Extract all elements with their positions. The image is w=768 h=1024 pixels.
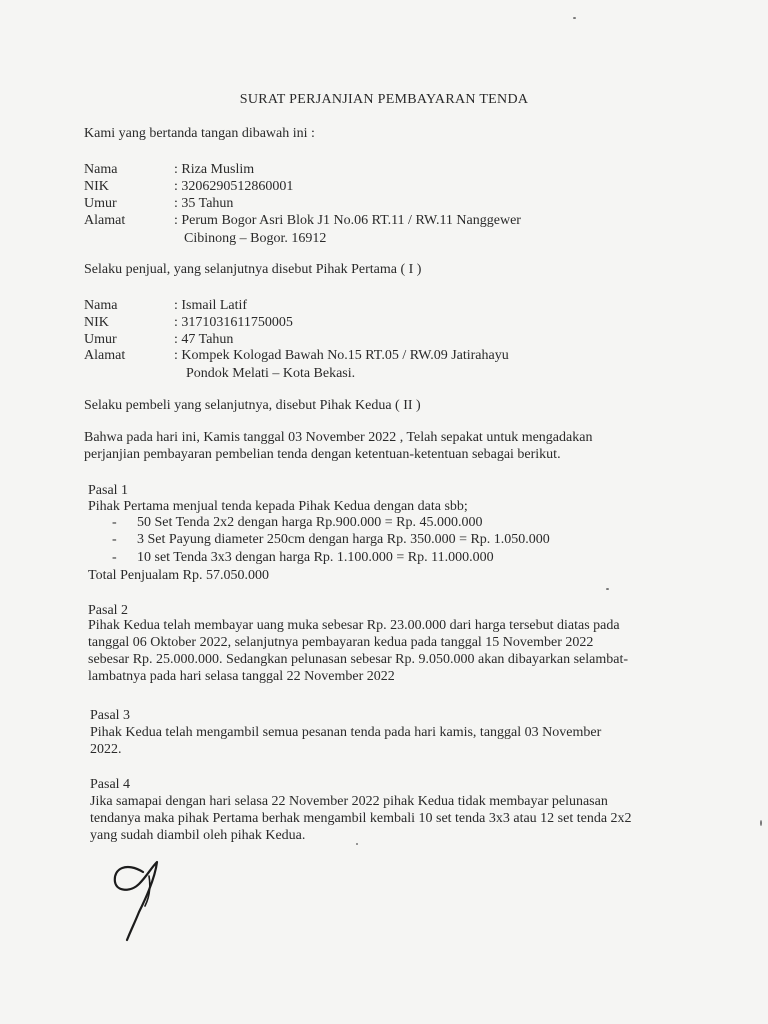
bullet-dash: -: [112, 550, 117, 565]
document-title: SURAT PERJANJIAN PEMBAYARAN TENDA: [239, 92, 529, 107]
party1-address-cont: Cibinong – Bogor. 16912: [184, 231, 327, 246]
pasal2-line: Pihak Kedua telah membayar uang muka sebesar Rp. 23.00.000 dari harga tersebut diatas pada: [88, 618, 620, 633]
party2-address-cont: Pondok Melati – Kota Bekasi.: [186, 366, 356, 381]
intro-text: Kami yang bertanda tangan dibawah ini :: [84, 126, 315, 141]
field-label: Alamat: [84, 213, 126, 228]
list-item-text: 3 Set Payung diameter 250cm dengan harga Rp. 350.000 = Rp. 1.050.000: [137, 532, 550, 547]
pasal4-line: Jika samapai dengan hari selasa 22 November 2022 pihak Kedua tidak membayar pelunasan: [90, 794, 608, 809]
pasal3-line: 2022.: [90, 742, 122, 757]
pasal4-line: tendanya maka pihak Pertama berhak mengambil kembali 10 set tenda 3x3 atau 12 set tenda 2x2: [90, 811, 632, 826]
field-label: Nama: [84, 298, 118, 313]
signature: [105, 858, 195, 948]
field-value: : Kompek Kologad Bawah No.15 RT.05 / RW.09 Jatirahayu: [174, 348, 509, 363]
pasal2-line: sebesar Rp. 25.000.000. Sedangkan pelunasan sebesar Rp. 9.050.000 akan dibayarkan selambat-: [88, 652, 629, 667]
pasal1-heading: Pasal 1: [88, 483, 129, 498]
scan-speck: [356, 843, 358, 845]
pasal3-line: Pihak Kedua telah mengambil semua pesanan tenda pada hari kamis, tanggal 03 November: [90, 725, 602, 740]
scan-speck: [573, 17, 576, 19]
pasal2-line: lambatnya pada hari selasa tanggal 22 November 2022: [88, 669, 395, 684]
bullet-dash: -: [112, 532, 117, 547]
pasal1-total: Total Penjualam Rp. 57.050.000: [88, 568, 270, 583]
scan-speck: [760, 820, 762, 826]
agreement-line-2: perjanjian pembayaran pembelian tenda dengan ketentuan-ketentuan sebagai berikut.: [84, 447, 561, 462]
pasal1-text: Pihak Pertama menjual tenda kepada Pihak Kedua dengan data sbb;: [88, 499, 468, 514]
field-value: : Riza Muslim: [174, 162, 255, 177]
agreement-line-1: Bahwa pada hari ini, Kamis tanggal 03 November 2022 , Telah sepakat untuk mengadakan: [84, 430, 593, 445]
bullet-dash: -: [112, 515, 117, 530]
list-item-text: 10 set Tenda 3x3 dengan harga Rp. 1.100.000 = Rp. 11.000.000: [137, 550, 494, 565]
pasal3-heading: Pasal 3: [90, 708, 131, 723]
party1-role: Selaku penjual, yang selanjutnya disebut Pihak Pertama ( I ): [84, 262, 422, 277]
field-value: : Ismail Latif: [174, 298, 248, 313]
field-label: NIK: [84, 179, 109, 194]
party2-role: Selaku pembeli yang selanjutnya, disebut Pihak Kedua ( II ): [84, 398, 421, 413]
field-label: Umur: [84, 332, 117, 347]
pasal2-heading: Pasal 2: [88, 603, 129, 618]
list-item-text: 50 Set Tenda 2x2 dengan harga Rp.900.000 = Rp. 45.000.000: [137, 515, 483, 530]
field-value: : 47 Tahun: [174, 332, 234, 347]
field-value: : 3206290512860001: [174, 179, 294, 194]
field-value: : Perum Bogor Asri Blok J1 No.06 RT.11 / RW.11 Nanggewer: [174, 213, 521, 228]
field-label: Alamat: [84, 348, 126, 363]
pasal2-line: tanggal 06 Oktober 2022, selanjutnya pembayaran kedua pada tanggal 15 November 2022: [88, 635, 594, 650]
pasal4-heading: Pasal 4: [90, 777, 131, 792]
scan-speck: [606, 588, 609, 590]
pasal4-line: yang sudah diambil oleh pihak Kedua.: [90, 828, 306, 843]
field-value: : 35 Tahun: [174, 196, 234, 211]
field-value: : 3171031611750005: [174, 315, 293, 330]
field-label: Umur: [84, 196, 117, 211]
field-label: NIK: [84, 315, 109, 330]
field-label: Nama: [84, 162, 118, 177]
